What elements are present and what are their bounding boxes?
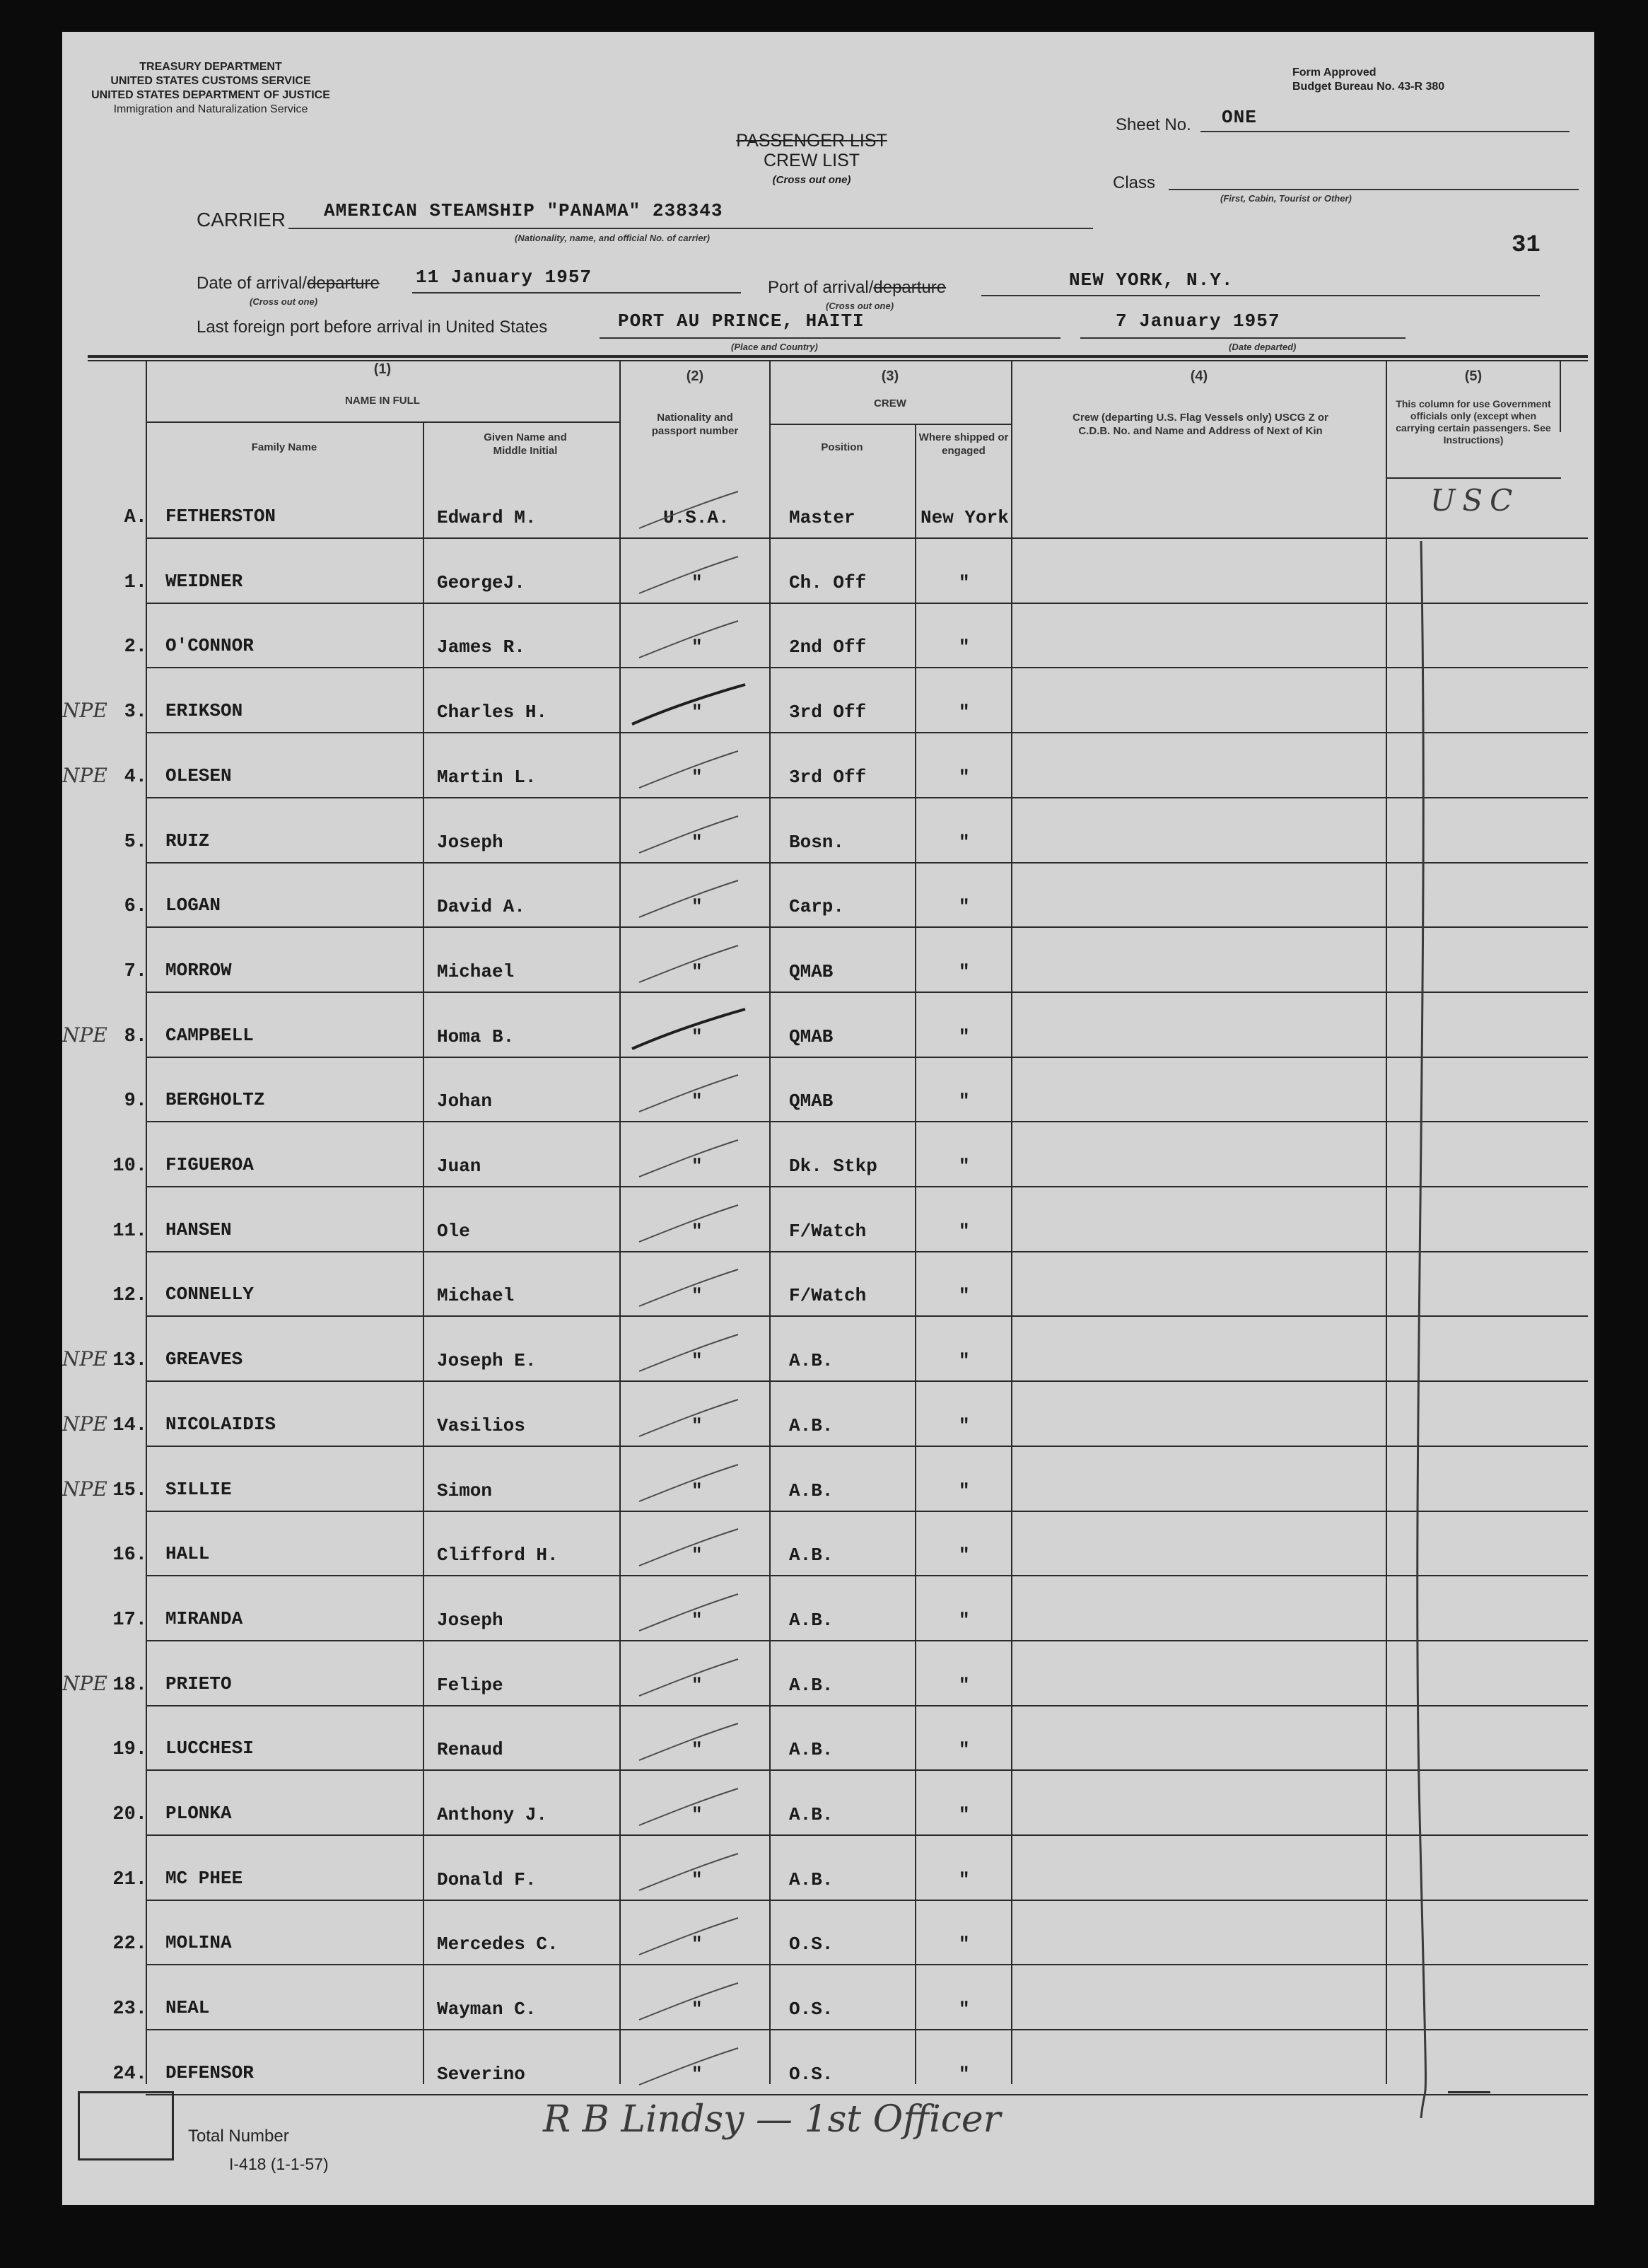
check-mark-icon	[625, 1977, 752, 2027]
row-rule	[146, 797, 1588, 798]
position: A.B.	[789, 1545, 834, 1566]
col1-number: (1)	[373, 361, 392, 377]
position: Bosn.	[789, 832, 845, 853]
title-hint: (Cross out one)	[772, 174, 851, 186]
col5-handwritten-mark: USC	[1430, 483, 1520, 518]
row-rule	[146, 1511, 1588, 1512]
position: Carp.	[789, 896, 845, 917]
row-rule	[146, 2094, 1588, 2095]
nationality: "	[691, 1285, 703, 1306]
date-label	[197, 274, 380, 293]
given-name: Renaud	[437, 1739, 503, 1760]
check-mark-icon	[625, 1264, 752, 1313]
last-port-hint: (Place and Country)	[731, 342, 818, 352]
family-name: SILLIE	[165, 1479, 232, 1500]
npe-note: NPE	[62, 1023, 107, 1047]
check-mark-icon	[625, 615, 752, 665]
subheader-rule	[769, 424, 1012, 425]
row-rule	[146, 667, 1588, 668]
sheet-label: Sheet No.	[1116, 115, 1191, 134]
date-underline	[412, 292, 741, 293]
col5-number: (5)	[1464, 368, 1483, 384]
table-top-rule	[88, 355, 1588, 358]
row-rule	[146, 1251, 1588, 1252]
position: Master	[789, 507, 855, 528]
where-shipped: "	[959, 1156, 970, 1177]
position: A.B.	[789, 1675, 834, 1696]
agency-line: UNITED STATES DEPARTMENT OF JUSTICE	[91, 89, 330, 101]
row-number: 5.	[124, 832, 147, 853]
position: QMAB	[789, 961, 834, 982]
row-number: 16.	[112, 1545, 147, 1566]
row-number: 13.	[112, 1350, 147, 1371]
family-name: MC PHEE	[165, 1868, 243, 1889]
position: A.B.	[789, 1804, 834, 1825]
given-name: Mercedes C.	[437, 1933, 559, 1955]
given-name: James R.	[437, 636, 525, 658]
family-name: FIGUEROA	[165, 1154, 254, 1175]
row-number: 17.	[112, 1610, 147, 1631]
position: O.S.	[789, 1999, 834, 2020]
family-name: CAMPBELL	[165, 1025, 254, 1046]
col4-number: (4)	[1190, 368, 1208, 384]
check-mark-icon	[625, 551, 752, 600]
date-hint: (Cross out one)	[250, 296, 318, 307]
check-mark-icon	[625, 680, 752, 730]
date-value: 11 January 1957	[416, 267, 592, 288]
row-rule	[146, 926, 1588, 928]
position: Dk. Stkp	[789, 1156, 877, 1177]
sheet-underline	[1200, 131, 1570, 132]
nationality: U.S.A.	[663, 507, 730, 528]
nationality: "	[691, 636, 703, 658]
last-port-value: PORT AU PRINCE, HAITI	[618, 310, 865, 332]
check-mark-icon	[625, 1134, 752, 1184]
check-mark-icon	[625, 810, 752, 860]
given-name: Simon	[437, 1480, 493, 1501]
row-number: 18.	[112, 1675, 147, 1696]
npe-note: NPE	[62, 699, 107, 722]
nationality: "	[691, 1933, 703, 1955]
total-number-label: Total Number	[188, 2127, 289, 2146]
port-underline	[981, 295, 1540, 296]
date-label-text: Date of arrival/	[197, 274, 308, 293]
col-divider	[1011, 361, 1012, 2084]
form-approved-text: Form Approved	[1292, 66, 1377, 78]
row-number: 10.	[112, 1156, 147, 1177]
given-name: Ole	[437, 1221, 470, 1242]
family-name: RUIZ	[165, 830, 210, 851]
col2-title: Nationality and passport number	[651, 412, 739, 437]
check-mark-icon	[625, 1459, 752, 1508]
last-port-underline	[600, 337, 1060, 339]
position: QMAB	[789, 1091, 834, 1112]
row-number: 21.	[112, 1869, 147, 1890]
family-name-header: Family Name	[251, 441, 317, 453]
row-rule	[146, 1640, 1588, 1641]
col5-vertical-stroke	[1406, 541, 1448, 2125]
departed-hint: (Date departed)	[1229, 342, 1297, 352]
check-mark-icon	[625, 1069, 752, 1119]
form-number: I-418 (1-1-57)	[229, 2155, 329, 2173]
where-shipped: "	[959, 1221, 970, 1242]
where-shipped: "	[959, 896, 970, 917]
col-divider	[1386, 361, 1387, 2084]
check-mark-icon	[625, 1005, 752, 1054]
npe-note: NPE	[62, 1477, 107, 1501]
where-shipped: "	[959, 1415, 970, 1436]
where-shipped: "	[959, 2064, 970, 2085]
given-name: Edward M.	[437, 507, 537, 528]
family-name: MIRANDA	[165, 1608, 243, 1629]
nationality: "	[691, 572, 703, 593]
position: O.S.	[789, 2064, 834, 2085]
col-divider	[769, 361, 771, 2084]
where-shipped: "	[959, 1675, 970, 1696]
family-name: NEAL	[165, 1997, 210, 2018]
row-number: 11.	[112, 1221, 147, 1242]
family-name: LOGAN	[165, 895, 221, 916]
row-rule	[146, 1315, 1588, 1317]
check-mark-icon	[625, 940, 752, 989]
port-hint: (Cross out one)	[826, 301, 894, 311]
col4-title: Crew (departing U.S. Flag Vessels only) USCG Z or C.D.B. No. and Name and Address of Next of Kin	[1073, 412, 1328, 437]
row-rule	[146, 603, 1588, 604]
where-shipped: "	[959, 832, 970, 853]
where-shipped: "	[959, 1026, 970, 1047]
agency-line: Immigration and Naturalization Service	[113, 103, 308, 115]
family-name: WEIDNER	[165, 571, 243, 592]
position: F/Watch	[789, 1285, 867, 1306]
row-number: A.	[124, 507, 147, 528]
carrier-hint: (Nationality, name, and official No. of carrier)	[515, 233, 710, 243]
family-name: OLESEN	[165, 765, 232, 786]
family-name: LUCCHESI	[165, 1738, 254, 1759]
nationality: "	[691, 1999, 703, 2020]
check-mark-icon	[625, 1912, 752, 1962]
family-name: ERIKSON	[165, 700, 243, 721]
crew-list-title: CREW LIST	[763, 151, 860, 170]
check-mark-icon	[625, 1783, 752, 1832]
col-divider	[619, 361, 621, 2084]
row-rule	[146, 1769, 1588, 1771]
col1-title: NAME IN FULL	[345, 395, 420, 407]
where-shipped: "	[959, 1545, 970, 1566]
row-rule	[146, 1186, 1588, 1187]
row-rule	[146, 991, 1588, 993]
check-mark-icon	[625, 1588, 752, 1638]
position: A.B.	[789, 1350, 834, 1371]
row-number: 3.	[124, 702, 147, 723]
col5-title: This column for use Government officials only (except when carrying certain passengers. See Instructions)	[1396, 398, 1551, 446]
where-shipped: "	[959, 572, 970, 593]
check-mark-icon	[625, 1199, 752, 1249]
row-number: 2.	[124, 636, 147, 658]
given-name: David A.	[437, 896, 525, 917]
port-value: NEW YORK, N.Y.	[1069, 269, 1234, 291]
position: A.B.	[789, 1739, 834, 1760]
col3-title: CREW	[874, 397, 906, 409]
carrier-value: AMERICAN STEAMSHIP "PANAMA" 238343	[324, 200, 723, 221]
row-rule	[146, 1446, 1588, 1447]
given-name: Joseph E.	[437, 1350, 537, 1371]
npe-note: NPE	[62, 1347, 107, 1371]
sheet-value: ONE	[1222, 107, 1257, 128]
family-name: CONNELLY	[165, 1284, 254, 1305]
table-top-rule-2	[88, 360, 1588, 361]
col2-number: (2)	[686, 368, 704, 384]
where-shipped: "	[959, 1610, 970, 1631]
row-number: 6.	[124, 896, 147, 917]
crew-list-form	[62, 32, 1594, 2205]
family-name: NICOLAIDIS	[165, 1414, 276, 1435]
agency-block	[90, 60, 331, 117]
list-title	[706, 131, 918, 190]
row-number: 22.	[112, 1933, 147, 1955]
check-mark-icon	[625, 1653, 752, 1703]
given-name: Vasilios	[437, 1415, 525, 1436]
position: 2nd Off	[789, 636, 867, 658]
row-number: 1.	[124, 572, 147, 593]
nationality: "	[691, 1091, 703, 1112]
nationality: "	[691, 1545, 703, 1566]
check-mark-icon	[625, 1523, 752, 1573]
given-name: Joseph	[437, 832, 503, 853]
budget-number: Budget Bureau No. 43-R 380	[1292, 81, 1445, 93]
last-port-label: Last foreign port before arrival in United States	[197, 318, 548, 337]
row-rule	[146, 1057, 1588, 1058]
check-mark-icon	[625, 745, 752, 795]
position: A.B.	[789, 1415, 834, 1436]
nationality: "	[691, 961, 703, 982]
family-name: O'CONNOR	[165, 635, 254, 656]
check-mark-icon	[625, 486, 752, 535]
row-rule	[146, 862, 1588, 863]
row-number: 12.	[112, 1285, 147, 1306]
row-rule	[146, 1964, 1588, 1965]
row-number: 15.	[112, 1480, 147, 1501]
check-mark-icon	[625, 1329, 752, 1378]
nationality: "	[691, 896, 703, 917]
given-name-header: Given Name and Middle Initial	[484, 431, 567, 457]
departed-value: 7 January 1957	[1116, 310, 1280, 332]
position: O.S.	[789, 1933, 834, 1955]
class-hint: (First, Cabin, Tourist or Other)	[1220, 193, 1352, 204]
given-name: Wayman C.	[437, 1999, 537, 2020]
where-shipped: "	[959, 1350, 970, 1371]
where-shipped: "	[959, 1869, 970, 1890]
nationality: "	[691, 1026, 703, 1047]
nationality: "	[691, 1415, 703, 1436]
position: Ch. Off	[789, 572, 867, 593]
given-name: Anthony J.	[437, 1804, 548, 1825]
check-mark-icon	[625, 875, 752, 924]
row-rule	[146, 1121, 1588, 1122]
port-struck: departure	[873, 278, 947, 297]
class-label: Class	[1113, 173, 1156, 192]
where-shipped: "	[959, 961, 970, 982]
row-number: 24.	[112, 2064, 147, 2085]
row-rule	[146, 1380, 1588, 1382]
departed-underline	[1080, 337, 1406, 339]
where-shipped: "	[959, 1285, 970, 1306]
date-struck: departure	[307, 274, 380, 293]
officer-signature: R B Lindsy — 1st Officer	[543, 2098, 1001, 2141]
row-number: 14.	[112, 1415, 147, 1436]
row-rule	[146, 1705, 1588, 1706]
check-mark-icon	[625, 1718, 752, 1767]
row-rule	[146, 1834, 1588, 1836]
family-name: FETHERSTON	[165, 506, 276, 527]
check-mark-icon	[625, 1848, 752, 1897]
carrier-underline	[288, 228, 1093, 229]
given-name: Michael	[437, 961, 515, 982]
page-number: 31	[1512, 232, 1541, 259]
nationality: "	[691, 832, 703, 853]
family-name: MORROW	[165, 960, 232, 981]
passenger-list-title: PASSENGER LIST	[736, 131, 887, 151]
position: 3rd Off	[789, 767, 867, 788]
where-shipped: "	[959, 636, 970, 658]
nationality: "	[691, 1869, 703, 1890]
row-number: 7.	[124, 961, 147, 982]
family-name: PRIETO	[165, 1673, 232, 1694]
col-divider	[1560, 361, 1561, 432]
where-shipped: "	[959, 1804, 970, 1825]
position-header: Position	[821, 441, 863, 453]
given-name: Joseph	[437, 1610, 503, 1631]
where-shipped: "	[959, 1999, 970, 2020]
row-rule	[146, 732, 1588, 733]
agency-line: TREASURY DEPARTMENT	[139, 61, 282, 73]
form-approved	[1292, 66, 1444, 94]
position: A.B.	[789, 1610, 834, 1631]
given-name: Johan	[437, 1091, 493, 1112]
port-label	[768, 278, 946, 298]
row-number: 8.	[124, 1026, 147, 1047]
row-rule	[146, 1575, 1588, 1576]
family-name: BERGHOLTZ	[165, 1089, 265, 1110]
nationality: "	[691, 1480, 703, 1501]
nationality: "	[691, 1739, 703, 1760]
position: A.B.	[789, 1480, 834, 1501]
class-underline	[1169, 189, 1579, 190]
nationality: "	[691, 1610, 703, 1631]
check-mark-icon	[625, 1394, 752, 1443]
family-name: GREAVES	[165, 1349, 243, 1370]
nationality: "	[691, 767, 703, 788]
family-name: HANSEN	[165, 1219, 232, 1240]
nationality: "	[691, 1156, 703, 1177]
nationality: "	[691, 702, 703, 723]
row-number: 9.	[124, 1091, 147, 1112]
port-label-text: Port of arrival/	[768, 278, 874, 297]
nationality: "	[691, 2064, 703, 2085]
row-rule	[146, 1900, 1588, 1901]
given-name: Donald F.	[437, 1869, 537, 1890]
nationality: "	[691, 1804, 703, 1825]
family-name: MOLINA	[165, 1932, 232, 1953]
given-name: Michael	[437, 1285, 515, 1306]
where-shipped: "	[959, 702, 970, 723]
carrier-label: CARRIER	[197, 209, 286, 231]
where-shipped: "	[959, 767, 970, 788]
family-name: DEFENSOR	[165, 2062, 254, 2083]
where-shipped: "	[959, 1091, 970, 1112]
agency-line: UNITED STATES CUSTOMS SERVICE	[110, 75, 311, 87]
npe-note: NPE	[62, 1412, 107, 1436]
row-number: 4.	[124, 767, 147, 788]
given-name: Martin L.	[437, 767, 537, 788]
subheader-rule	[1386, 477, 1561, 479]
where-shipped: "	[959, 1480, 970, 1501]
row-rule	[146, 537, 1588, 539]
given-name: Clifford H.	[437, 1545, 559, 1566]
shipped-header: Where shipped or engaged	[918, 431, 1009, 457]
row-number: 23.	[112, 1999, 147, 2020]
total-number-box	[78, 2091, 174, 2161]
footer-tick	[1448, 2091, 1490, 2093]
position: QMAB	[789, 1026, 834, 1047]
given-name: Juan	[437, 1156, 481, 1177]
given-name: Felipe	[437, 1675, 503, 1696]
nationality: "	[691, 1675, 703, 1696]
npe-note: NPE	[62, 764, 107, 787]
row-rule	[146, 2029, 1588, 2030]
where-shipped: "	[959, 1739, 970, 1760]
given-name: GeorgeJ.	[437, 572, 525, 593]
row-number: 20.	[112, 1804, 147, 1825]
position: 3rd Off	[789, 702, 867, 723]
check-mark-icon	[625, 2042, 752, 2092]
given-name: Severino	[437, 2064, 525, 2085]
nationality: "	[691, 1221, 703, 1242]
nationality: "	[691, 1350, 703, 1371]
row-number: 19.	[112, 1739, 147, 1760]
family-name: HALL	[165, 1543, 210, 1564]
position: F/Watch	[789, 1221, 867, 1242]
where-shipped: "	[959, 1933, 970, 1955]
position: A.B.	[789, 1869, 834, 1890]
given-name: Homa B.	[437, 1026, 515, 1047]
subheader-rule	[146, 421, 621, 423]
where-shipped: New York	[921, 507, 1009, 528]
col3-number: (3)	[881, 368, 899, 384]
npe-note: NPE	[62, 1672, 107, 1695]
family-name: PLONKA	[165, 1803, 232, 1824]
given-name: Charles H.	[437, 702, 548, 723]
